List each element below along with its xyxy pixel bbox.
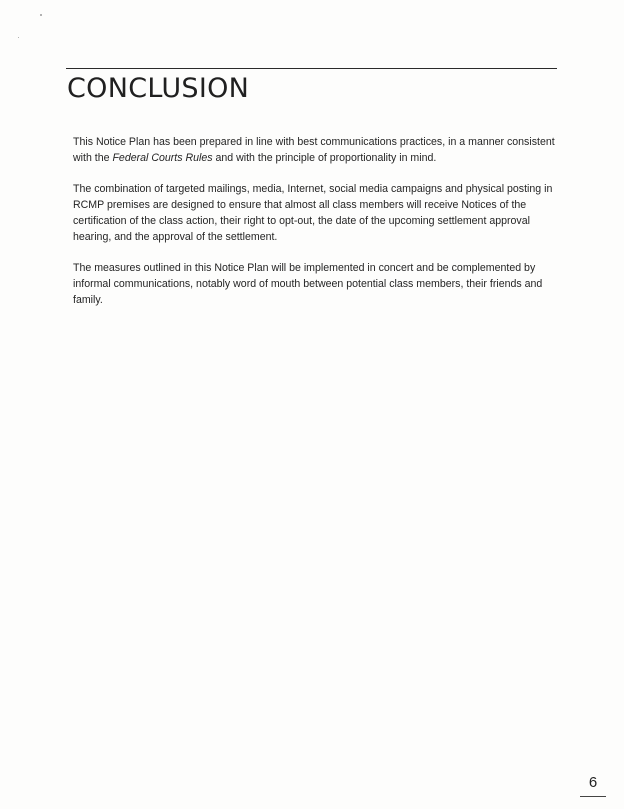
page-number: 6 (580, 770, 606, 797)
paragraph-1 (73, 134, 563, 166)
body-text (73, 134, 563, 323)
heading-rule (66, 68, 557, 69)
paragraph-1-text-end: and with the principle of proportionality in mind. (212, 152, 437, 164)
scan-speck (40, 14, 42, 16)
scan-speck (18, 37, 19, 38)
paragraph-3: The measures outlined in this Notice Plan will be implemented in concert and be complemented by informal communications, notably word of mouth between potential class members, their friends and family. (73, 262, 543, 306)
paragraph-2: The combination of targeted mailings, media, Internet, social media campaigns and physical posting in RCMP premises are designed to ensure that almost all class members will receive Notices of the certification of the class action, their right to opt-out, the date of the upcoming settlement approval hearing, and the approval of the settlement. (73, 183, 553, 243)
section-heading: CONCLUSION (67, 73, 250, 104)
paragraph-1-italic-title: Federal Courts Rules (112, 152, 213, 164)
paragraph-1-text-start: This Notice Plan has been prepared in line with best communications practices, in a manner consistent with the (73, 136, 555, 164)
